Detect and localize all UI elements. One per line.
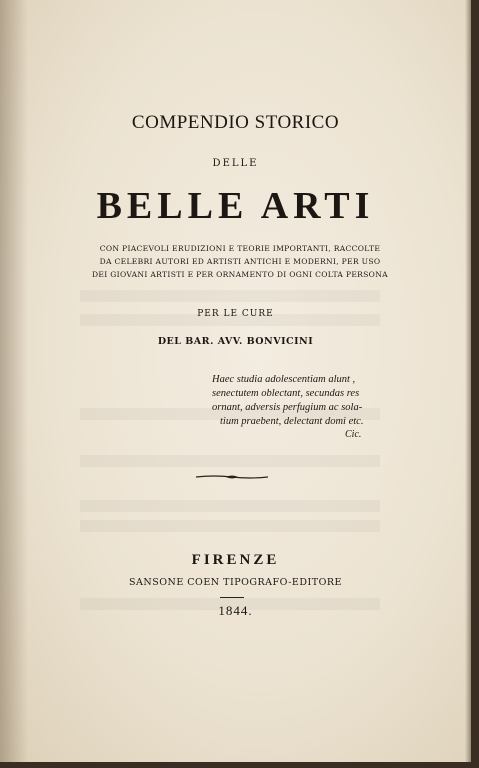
subtitle-line: CON PIACEVOLI ERUDIZIONI E TEORIE IMPORTANTI, RACCOLTE — [99, 244, 381, 253]
show-through-text — [80, 290, 380, 302]
show-through-text — [80, 500, 380, 512]
title-line-delle: DELLE — [212, 158, 259, 169]
show-through-text — [80, 455, 380, 467]
editor-intro: PER LE CURE — [197, 309, 274, 319]
ornamental-rule-icon — [196, 474, 268, 480]
main-title: BELLE ARTI — [96, 185, 375, 227]
epigraph — [212, 373, 392, 429]
epigraph-line: tium praebent, delectant domi etc. — [220, 416, 364, 427]
imprint-rule — [220, 597, 244, 598]
editor-name: DEL BAR. AVV. BONVICINI — [157, 336, 314, 347]
epigraph-line: senectutem oblectant, secundas res — [212, 388, 360, 399]
subtitle-line: DA CELEBRI AUTORI ED ARTISTI ANTICHI E MODERNI, PER USO — [99, 257, 381, 266]
imprint-city: FIRENZE — [191, 552, 280, 568]
subtitle-line: DEI GIOVANI ARTISTI E PER ORNAMENTO DI OGNI COLTA PERSONA — [92, 270, 388, 279]
epigraph-line: Haec studia adolescentiam alunt , — [212, 374, 356, 385]
show-through-text — [80, 520, 380, 532]
imprint-publisher: SANSONE COEN TIPOGRAFO-EDITORE — [129, 577, 342, 588]
epigraph-line: ornant, adversis perfugium ac sola- — [212, 402, 363, 413]
title-line-compendio: COMPENDIO STORICO — [131, 112, 340, 133]
epigraph-attribution: Cic. — [345, 429, 362, 440]
imprint-year: 1844. — [218, 603, 253, 618]
subtitle-block — [70, 242, 410, 281]
